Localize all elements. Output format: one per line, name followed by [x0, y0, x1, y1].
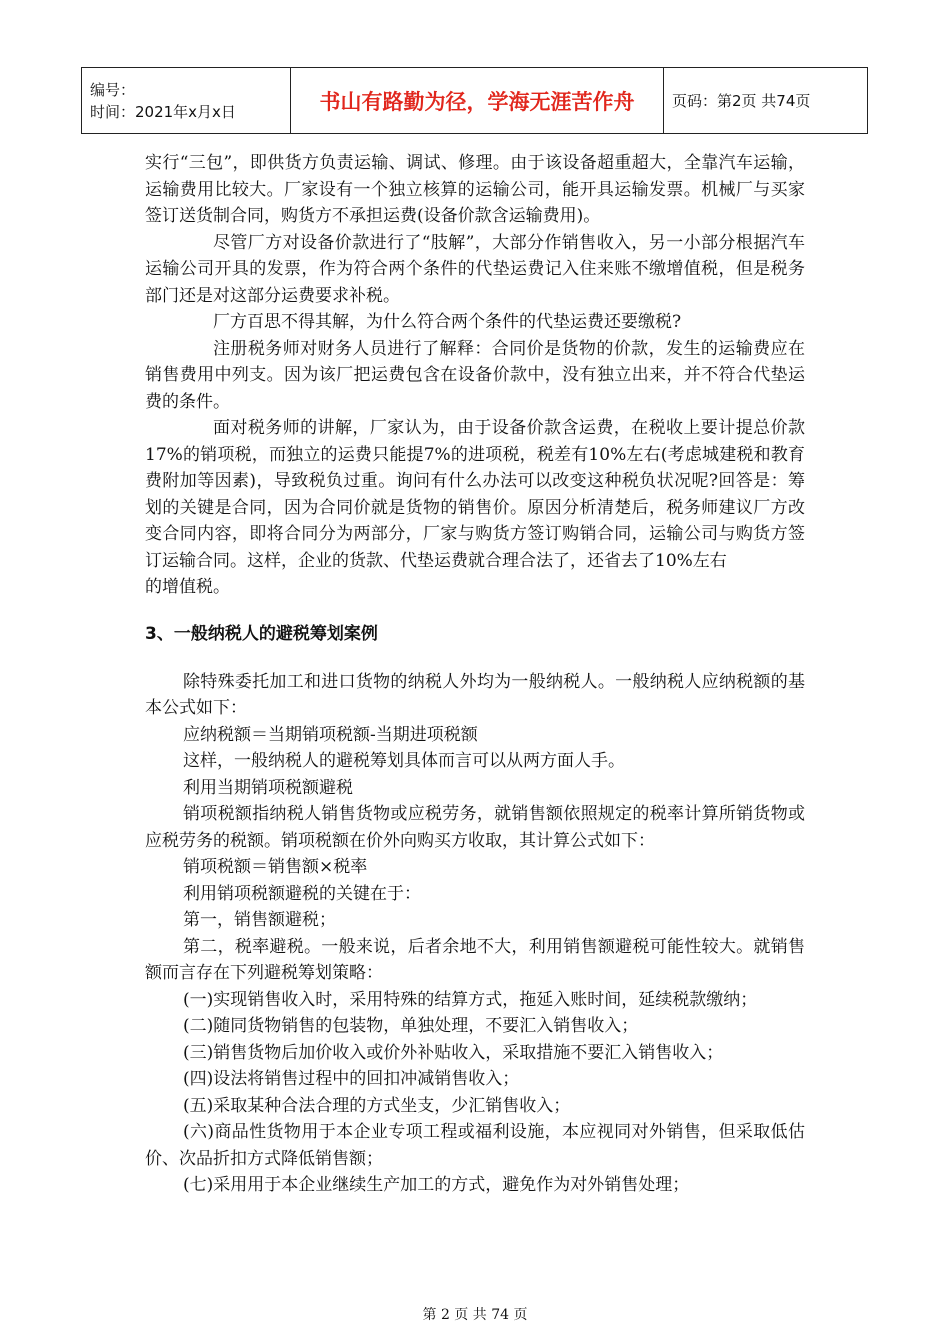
list-item: (六)商品性货物用于本企业专项工程或福利设施，本应视同对外销售，但采取低估价、次品折扣方式降低销售额；: [145, 1122, 805, 1169]
paragraph: 第一，销售额避税；: [183, 910, 336, 930]
paragraph: 厂方百思不得其解，为什么符合两个条件的代垫运费还要缴税?: [213, 312, 682, 332]
header-page-info: 页码：第2页 共74页: [664, 68, 868, 134]
page-header: [81, 67, 868, 134]
list-item: (一)实现销售收入时，采用特殊的结算方式，拖延入账时间，延续税款缴纳；: [183, 989, 758, 1010]
list-item: (二)随同货物销售的包装物，单独处理，不要汇入销售收入；: [183, 1016, 639, 1036]
list-item: (四)设法将销售过程中的回扣冲减销售收入；: [183, 1069, 520, 1089]
paragraph: 除特殊委托加工和进口货物的纳税人外均为一般纳税人。一般纳税人应纳税额的基本公式如下：: [145, 671, 805, 718]
header-meta: [82, 68, 291, 134]
time-label: 时间：2021年x月x日: [90, 102, 236, 121]
list-item: (五)采取某种合法合理的方式坐支，少汇销售收入；: [183, 1095, 571, 1116]
section-heading: 3、一般纳税人的避税筹划案例: [145, 623, 378, 644]
paragraph: 注册税务师对财务人员进行了解释：合同价是货物的价款，发生的运输费应在销售费用中列支。因为该厂把运费包含在设备价款中，没有独立出来，并不符合代垫运费的条件。: [145, 338, 805, 412]
paragraph: 应纳税额＝当期销项税额-当期进项税额: [183, 724, 478, 745]
number-label: 编号：: [90, 80, 136, 99]
list-item: (三)销售货物后加价收入或价外补贴收入，采取措施不要汇入销售收入；: [183, 1042, 724, 1063]
paragraph: 利用销项税额避税的关键在于：: [183, 883, 421, 904]
paragraph: 第二，税率避税。一般来说，后者余地不大，利用销售额避税可能性较大。就销售额而言存在下列避税筹划策略：: [145, 936, 805, 983]
paragraph: 销项税额＝销售额×税率: [183, 857, 368, 877]
list-item: (七)采用用于本企业继续生产加工的方式，避免作为对外销售处理；: [183, 1175, 690, 1195]
document-body: [145, 150, 805, 1199]
paragraph: 的增值税。: [145, 577, 230, 597]
page-footer: 第 2 页 共 74 页: [422, 1307, 528, 1323]
paragraph: 面对税务师的讲解，厂家认为，由于设备价款含运费，在税收上要计提总价款17%的销项税，而独立的运费只能提7%的进项税，税差有10%左右(考虑城建税和教育费附加等因素)，导致税负过重。询问有什么办法可以改变这种税负状况呢?回答是：筹划的关键是合同，因为合同价就是货物的销售价。原因分析清楚后，税务师建议厂方改变合同内容，即将合同分为两部分，厂家与购货方签订购销合同，运输公司与购货方签订运输合同。这样，企业的货款、代垫运费就合理合法了，还省去了10%左右: [145, 418, 805, 571]
paragraph: 尽管厂方对设备价款进行了“肢解”，大部分作销售收入，另一小部分根据汽车运输公司开具的发票，作为符合两个条件的代垫运费记入住来账不缴增值税，但是税务部门还是对这部分运费要求补税。: [145, 232, 805, 306]
paragraph: 实行“三包”，即供货方负责运输、调试、修理。由于该设备超重超大，全靠汽车运输，运输费用比较大。厂家设有一个独立核算的运输公司，能开具运输发票。机械厂与买家签订送货制合同，购货方不承担运费(设备价款含运输费用)。: [145, 153, 805, 226]
paragraph: 利用当期销项税额避税: [183, 777, 353, 798]
header-motto: 书山有路勤为径，学海无涯苦作舟: [291, 68, 664, 134]
paragraph: 这样，一般纳税人的避税筹划具体而言可以从两方面人手。: [183, 751, 625, 771]
paragraph: 销项税额指纳税人销售货物或应税劳务，就销售额依照规定的税率计算所销货物或应税劳务的税额。销项税额在价外向购买方收取，其计算公式如下：: [145, 804, 805, 851]
